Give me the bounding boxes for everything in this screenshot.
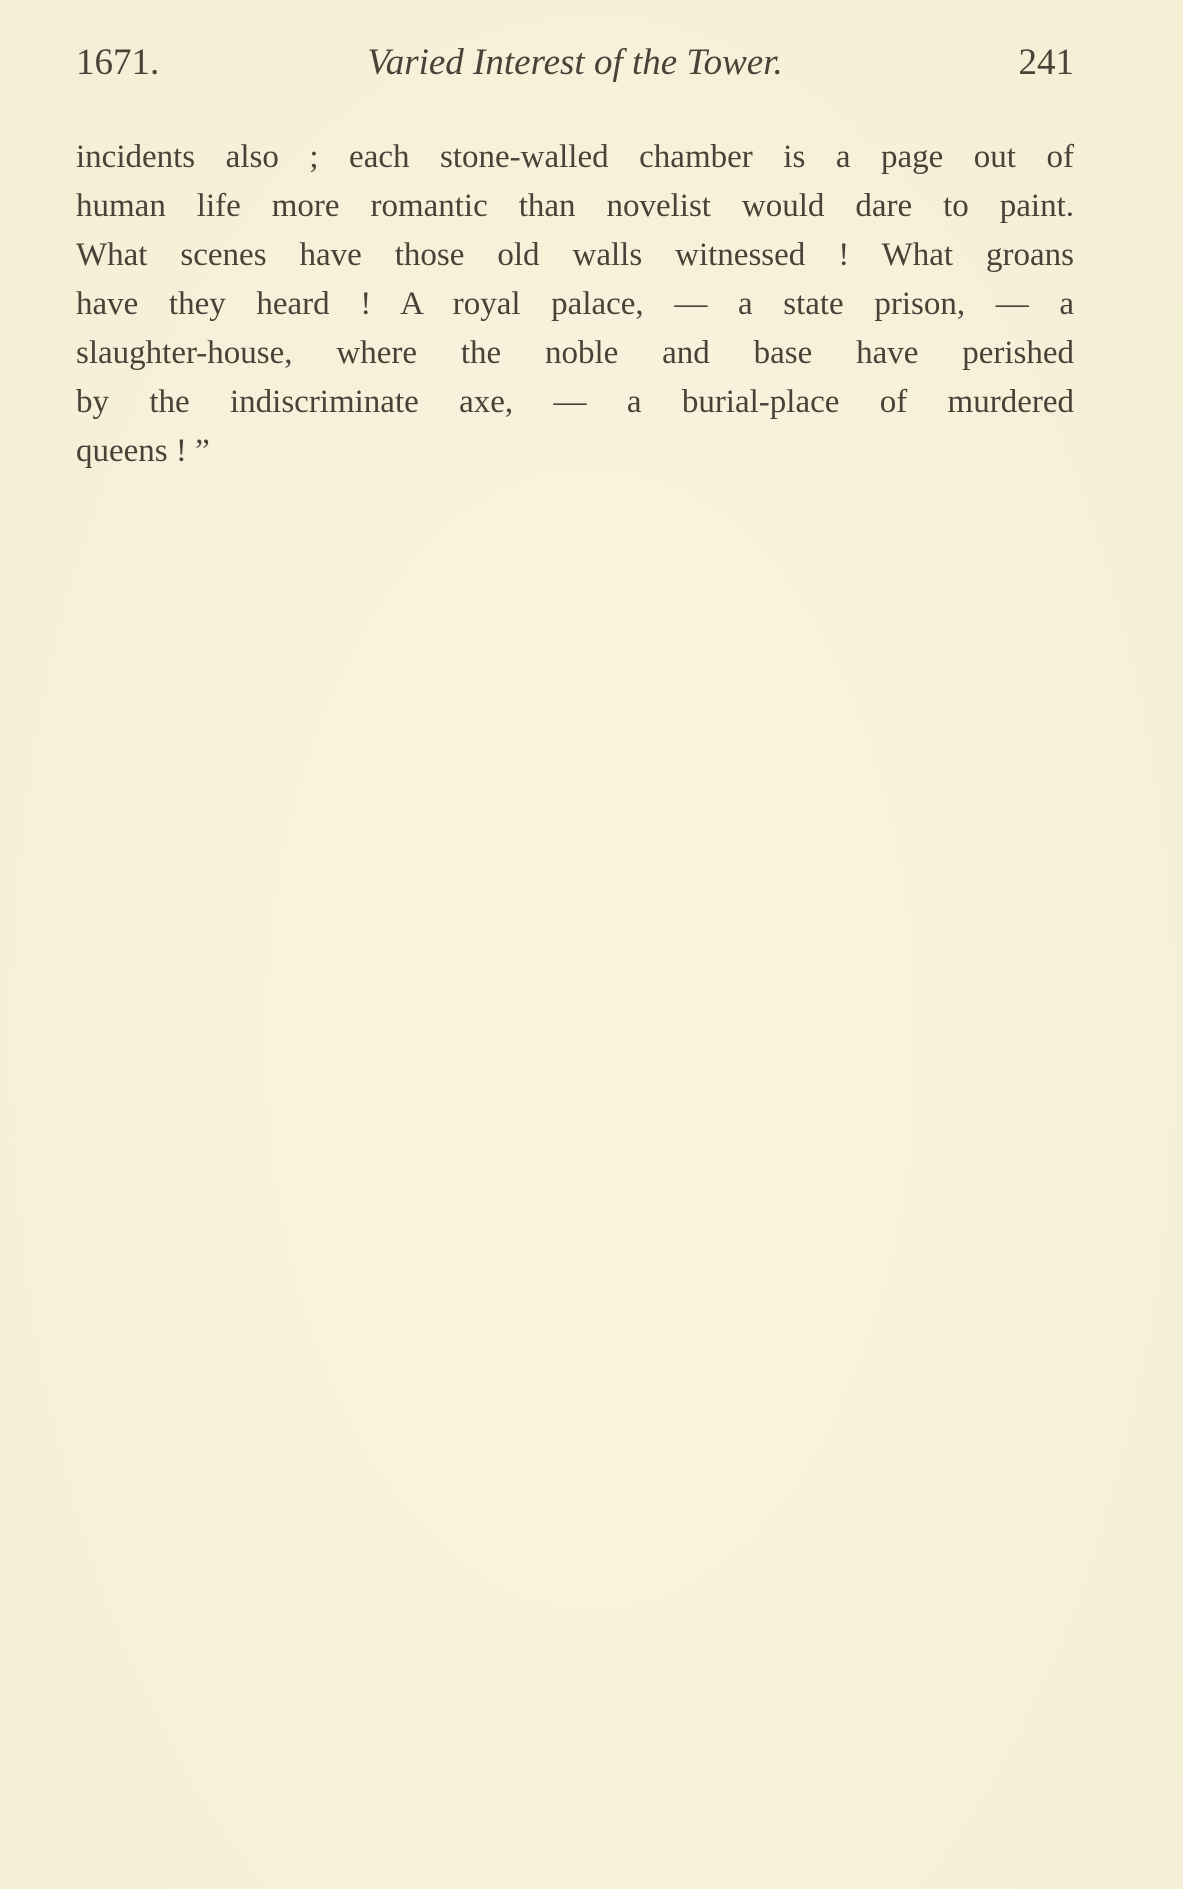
body-paragraph	[76, 133, 1074, 476]
page-number: 241	[1018, 42, 1074, 83]
running-head	[76, 40, 1074, 86]
header-title: Varied Interest of the Tower.	[367, 42, 783, 83]
text-line: What scenes have those old walls witnessed ! What groans	[76, 237, 1074, 273]
text-line: queens ! ”	[76, 433, 210, 469]
header-year: 1671.	[76, 42, 160, 83]
text-line: by the indiscriminate axe, — a burial-place of murdered	[76, 384, 1074, 420]
text-line: incidents also ; each stone-walled chamber is a page out of	[76, 139, 1074, 175]
text-line: slaughter-house, where the noble and base have perished	[76, 335, 1074, 371]
text-line: human life more romantic than novelist would dare to paint.	[76, 188, 1074, 224]
text-line: have they heard ! A royal palace, — a state prison, — a	[76, 286, 1074, 322]
